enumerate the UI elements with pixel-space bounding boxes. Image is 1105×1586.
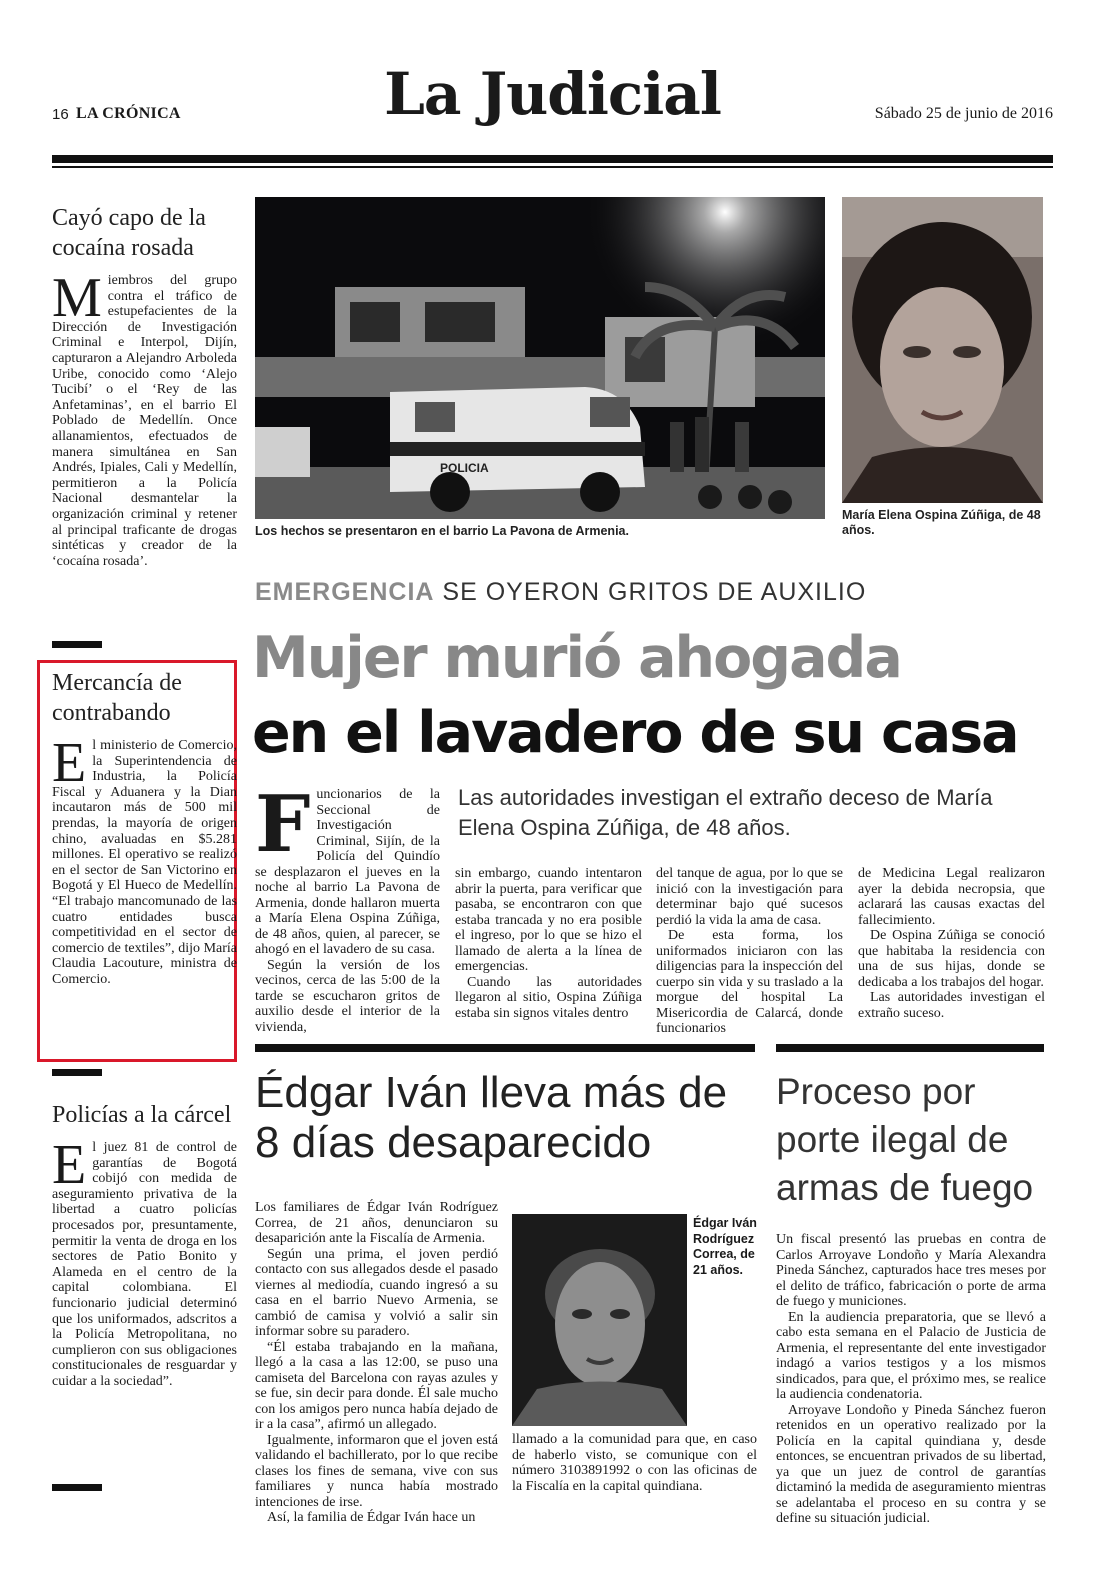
main-subheadline: Las autoridades investigan el extraño deceso de María Elena Ospina Zúñiga, de 48 años. bbox=[458, 785, 993, 840]
victim-portrait-caption: María Elena Ospina Zúñiga, de 48 años. bbox=[842, 508, 1041, 537]
main-col-2-p2: Cuando las autoridades llegaron al sitio, Ospina Zúñiga estaba sin signos vitales dentro bbox=[455, 974, 642, 1021]
main-col-1-p1: uncionarios de la Seccional de Investigación Criminal, Sijín, de la Policía del Quindío se desplazaron el jueves en la noche al barrio La Pavona de Armenia, donde hallaron muerta a María Elena Ospina Zúñiga, de 48 años, quien, al parecer, se ahogó en el lavadero de su casa. bbox=[255, 787, 440, 957]
brief-contrabando-headline: Mercancía de contrabando bbox=[52, 670, 182, 726]
main-col-1 bbox=[255, 779, 440, 1035]
main-col-3-p2: De esta forma, los uniformados iniciaron con las diligencias para la inspección del cuerpo sin vida y su traslado a la morgue del hospital La Misericordia de Calarcá, donde funcionarios bbox=[656, 928, 843, 1036]
section-title: La Judicial bbox=[384, 60, 721, 128]
page-number: 16 bbox=[52, 106, 69, 123]
dropcap: E bbox=[52, 1134, 87, 1196]
proceso-p2: En la audiencia preparatoria, que se llevó a cabo esta semana en el Palacio de Justicia de Armenia, el representante del ente investigador indagó a varios testigos y a los mismos sindicados, para que, el próximo mes, se realice la audiencia condenatoria. bbox=[776, 1309, 1046, 1402]
brief-divider bbox=[52, 1069, 102, 1076]
main-col-3-p1: del tanque de agua, por lo que se inició con la investigación para determinar bajo qué sucesos perdió la vida la ama de casa. bbox=[656, 866, 843, 928]
van-label: POLICIA bbox=[440, 461, 489, 475]
brief-policias-headline: Policías a la cárcel bbox=[52, 1102, 232, 1128]
masthead-rule bbox=[52, 155, 1053, 163]
brief-capo-headline: Cayó capo de la cocaína rosada bbox=[52, 205, 206, 261]
edgar-p1: Los familiares de Édgar Iván Rodríguez Correa, de 21 años, denunciaron su desaparición ante la Fiscalía de Armenia. bbox=[255, 1200, 498, 1246]
main-col-4-p2: De Ospina Zúñiga se conoció que habitaba la residencia con una de sus hijas, donde se dedicaba a los trabajos del hogar. bbox=[858, 928, 1045, 990]
main-headline-line1: Mujer murió ahogada bbox=[252, 625, 901, 691]
proceso-body bbox=[776, 1232, 1046, 1527]
kicker-text: SE OYERON GRITOS DE AUXILIO bbox=[442, 578, 867, 606]
brief-capo-body bbox=[52, 267, 237, 569]
masthead-rule-thin bbox=[52, 166, 1053, 168]
main-col-4 bbox=[858, 866, 1045, 1021]
brief-policias-text: l juez 81 de control de garantías de Bogotá cobijó con medida de aseguramiento privativa de la libertad a cuatro policías procesados por, presuntamente, permitir la venta de droga en los sectores de Patio Bonito y Alameda en el centro de la capital colombiana. El funcionario judicial determinó que los uniformados, adscritos a la Policía Metropolitana, no cumplieron con sus obligaciones constitucionales de resguardar y cuidar a la sociedad”. bbox=[52, 1140, 237, 1389]
brief-divider bbox=[52, 1484, 102, 1491]
dropcap: M bbox=[52, 267, 102, 329]
main-col-4-p1: de Medicina Legal realizaron ayer la debida necropsia, que aclarará las causas exactas del fallecimiento. bbox=[858, 866, 1045, 928]
missing-person-caption: Édgar Iván Rodríguez Correa, de 21 años. bbox=[693, 1216, 757, 1277]
proceso-p3: Arroyave Londoño y Pineda Sánchez fueron retenidos en un operativo realizado por la Policía en la capital quindiana y, desde entonces, se encuentran privados de su libertad, ya que un juez de control de garantías dictaminó la medida de aseguramiento mientras se adelantaba el proceso en su contra y se define su situación judicial. bbox=[776, 1402, 1046, 1526]
brief-contrabando bbox=[52, 668, 237, 988]
missing-person-photo bbox=[512, 1214, 687, 1426]
dropcap: E bbox=[52, 732, 87, 794]
brief-policias-body bbox=[52, 1134, 237, 1390]
edgar-col2-p1: llamado a la comunidad para que, en caso de haberlo visto, se comunique con el número 3103891992 o con las oficinas de la Fiscalía en la capital quindiana. bbox=[512, 1432, 757, 1494]
main-col-1-p2: Según la versión de los vecinos, cerca de las 5:00 de la tarde se escucharon gritos de auxilio desde el interior de la vivienda, bbox=[255, 957, 440, 1035]
main-headline-line2: en el lavadero de su casa bbox=[252, 700, 1018, 766]
scene-photo-caption: Los hechos se presentaron en el barrio La Pavona de Armenia. bbox=[255, 524, 629, 538]
main-col-2 bbox=[455, 866, 642, 1021]
edgar-p5: Así, la familia de Édgar Iván hace un bbox=[267, 1510, 476, 1525]
brief-contrabando-body bbox=[52, 732, 237, 988]
victim-portrait bbox=[842, 197, 1043, 503]
story-kicker bbox=[255, 578, 866, 607]
proceso-headline: Proceso por porte ilegal de armas de fuego bbox=[776, 1071, 1034, 1208]
issue-date: Sábado 25 de junio de 2016 bbox=[874, 105, 1053, 122]
edgar-p2: Según una prima, el joven perdió contacto con sus allegados desde el pasado viernes al mediodía, cuando ingresó a su casa en el barrio Nuevo Armenia, se cambió de camisa y volvió a salir sin informar sobre su paradero. bbox=[255, 1246, 498, 1339]
newspaper-name: LA CRÓNICA bbox=[76, 105, 181, 122]
edgar-p3: “Él estaba trabajando en la mañana, llegó a la casa a las 12:00, se puso una camiseta del Barcelona con rayas azules y se fue, sin decir para donde. Él sale mucho con los amigos pero nunca había dejado de ir a la casa”, afirmó un allegado. bbox=[255, 1339, 498, 1432]
edgar-p4: Igualmente, informaron que el joven está validando el bachillerato, por lo que recibe clases los fines de semana, vive con sus familiares y nunca había mostrado intenciones de irse. bbox=[255, 1432, 498, 1510]
brief-policias bbox=[52, 1100, 237, 1390]
edgar-col-1 bbox=[255, 1200, 498, 1526]
proceso-p1: Un fiscal presentó las pruebas en contra de Carlos Arroyave Londoño y María Alexandra Pineda Sánchez, capturados hace tres meses por el delito de tráfico, fabricación o porte de arma de fuego y municiones. bbox=[776, 1232, 1046, 1309]
section-rule bbox=[255, 1044, 755, 1052]
edgar-col-2 bbox=[512, 1432, 757, 1494]
brief-contrabando-text: l ministerio de Comercio, la Superintendencia de Industria, la Policía Fiscal y Aduanera y la Dian incautaron más de 500 mil prendas, la mayoría de origen chino, avaluadas en $5.281 millones. El operativo se realizó en el sector de San Victorino en Bogotá y El Hueco de Medellín. “El trabajo mancomunado de las cuatro entidades busca competitividad en el sector de comercio de textiles”, dijo María Claudia Lacouture, ministra de Comercio. bbox=[52, 738, 237, 987]
brief-capo bbox=[52, 203, 237, 569]
main-col-4-p3: Las autoridades investigan el extraño suceso. bbox=[858, 990, 1045, 1021]
kicker-label: EMERGENCIA bbox=[255, 578, 435, 606]
section-rule bbox=[776, 1044, 1044, 1052]
scene-photo bbox=[255, 197, 825, 519]
edgar-headline: Édgar Iván lleva más de 8 días desaparecido bbox=[255, 1068, 728, 1167]
main-col-2-p1: sin embargo, cuando intentaron abrir la puerta, para verificar que pasaba, se encontraron con que estaba trancada y no era posible el ingreso, por lo que se hizo el llamado de alerta a la línea de emergencias. bbox=[455, 866, 642, 974]
dropcap: F bbox=[255, 779, 311, 870]
brief-divider bbox=[52, 641, 102, 648]
main-col-3 bbox=[656, 866, 843, 1037]
brief-capo-text: iembros del grupo contra el tráfico de estupefacientes de la Dirección de Investigación Criminal e Interpol, Dijín, capturaron a Alejandro Arboleda Uribe, conocido como ‘Alejo Tucibí’ o el ‘Rey de las Anfetaminas’, en el barrio El Poblado de Medellín. Once allanamientos, efectuados de manera simultánea en San Andrés, Ipiales, Cali y Medellín, permitieron a la Policía Nacional desmantelar la organización criminal y retener al principal traficante de drogas sintéticas y creador de la ‘cocaína rosada’. bbox=[52, 273, 237, 569]
